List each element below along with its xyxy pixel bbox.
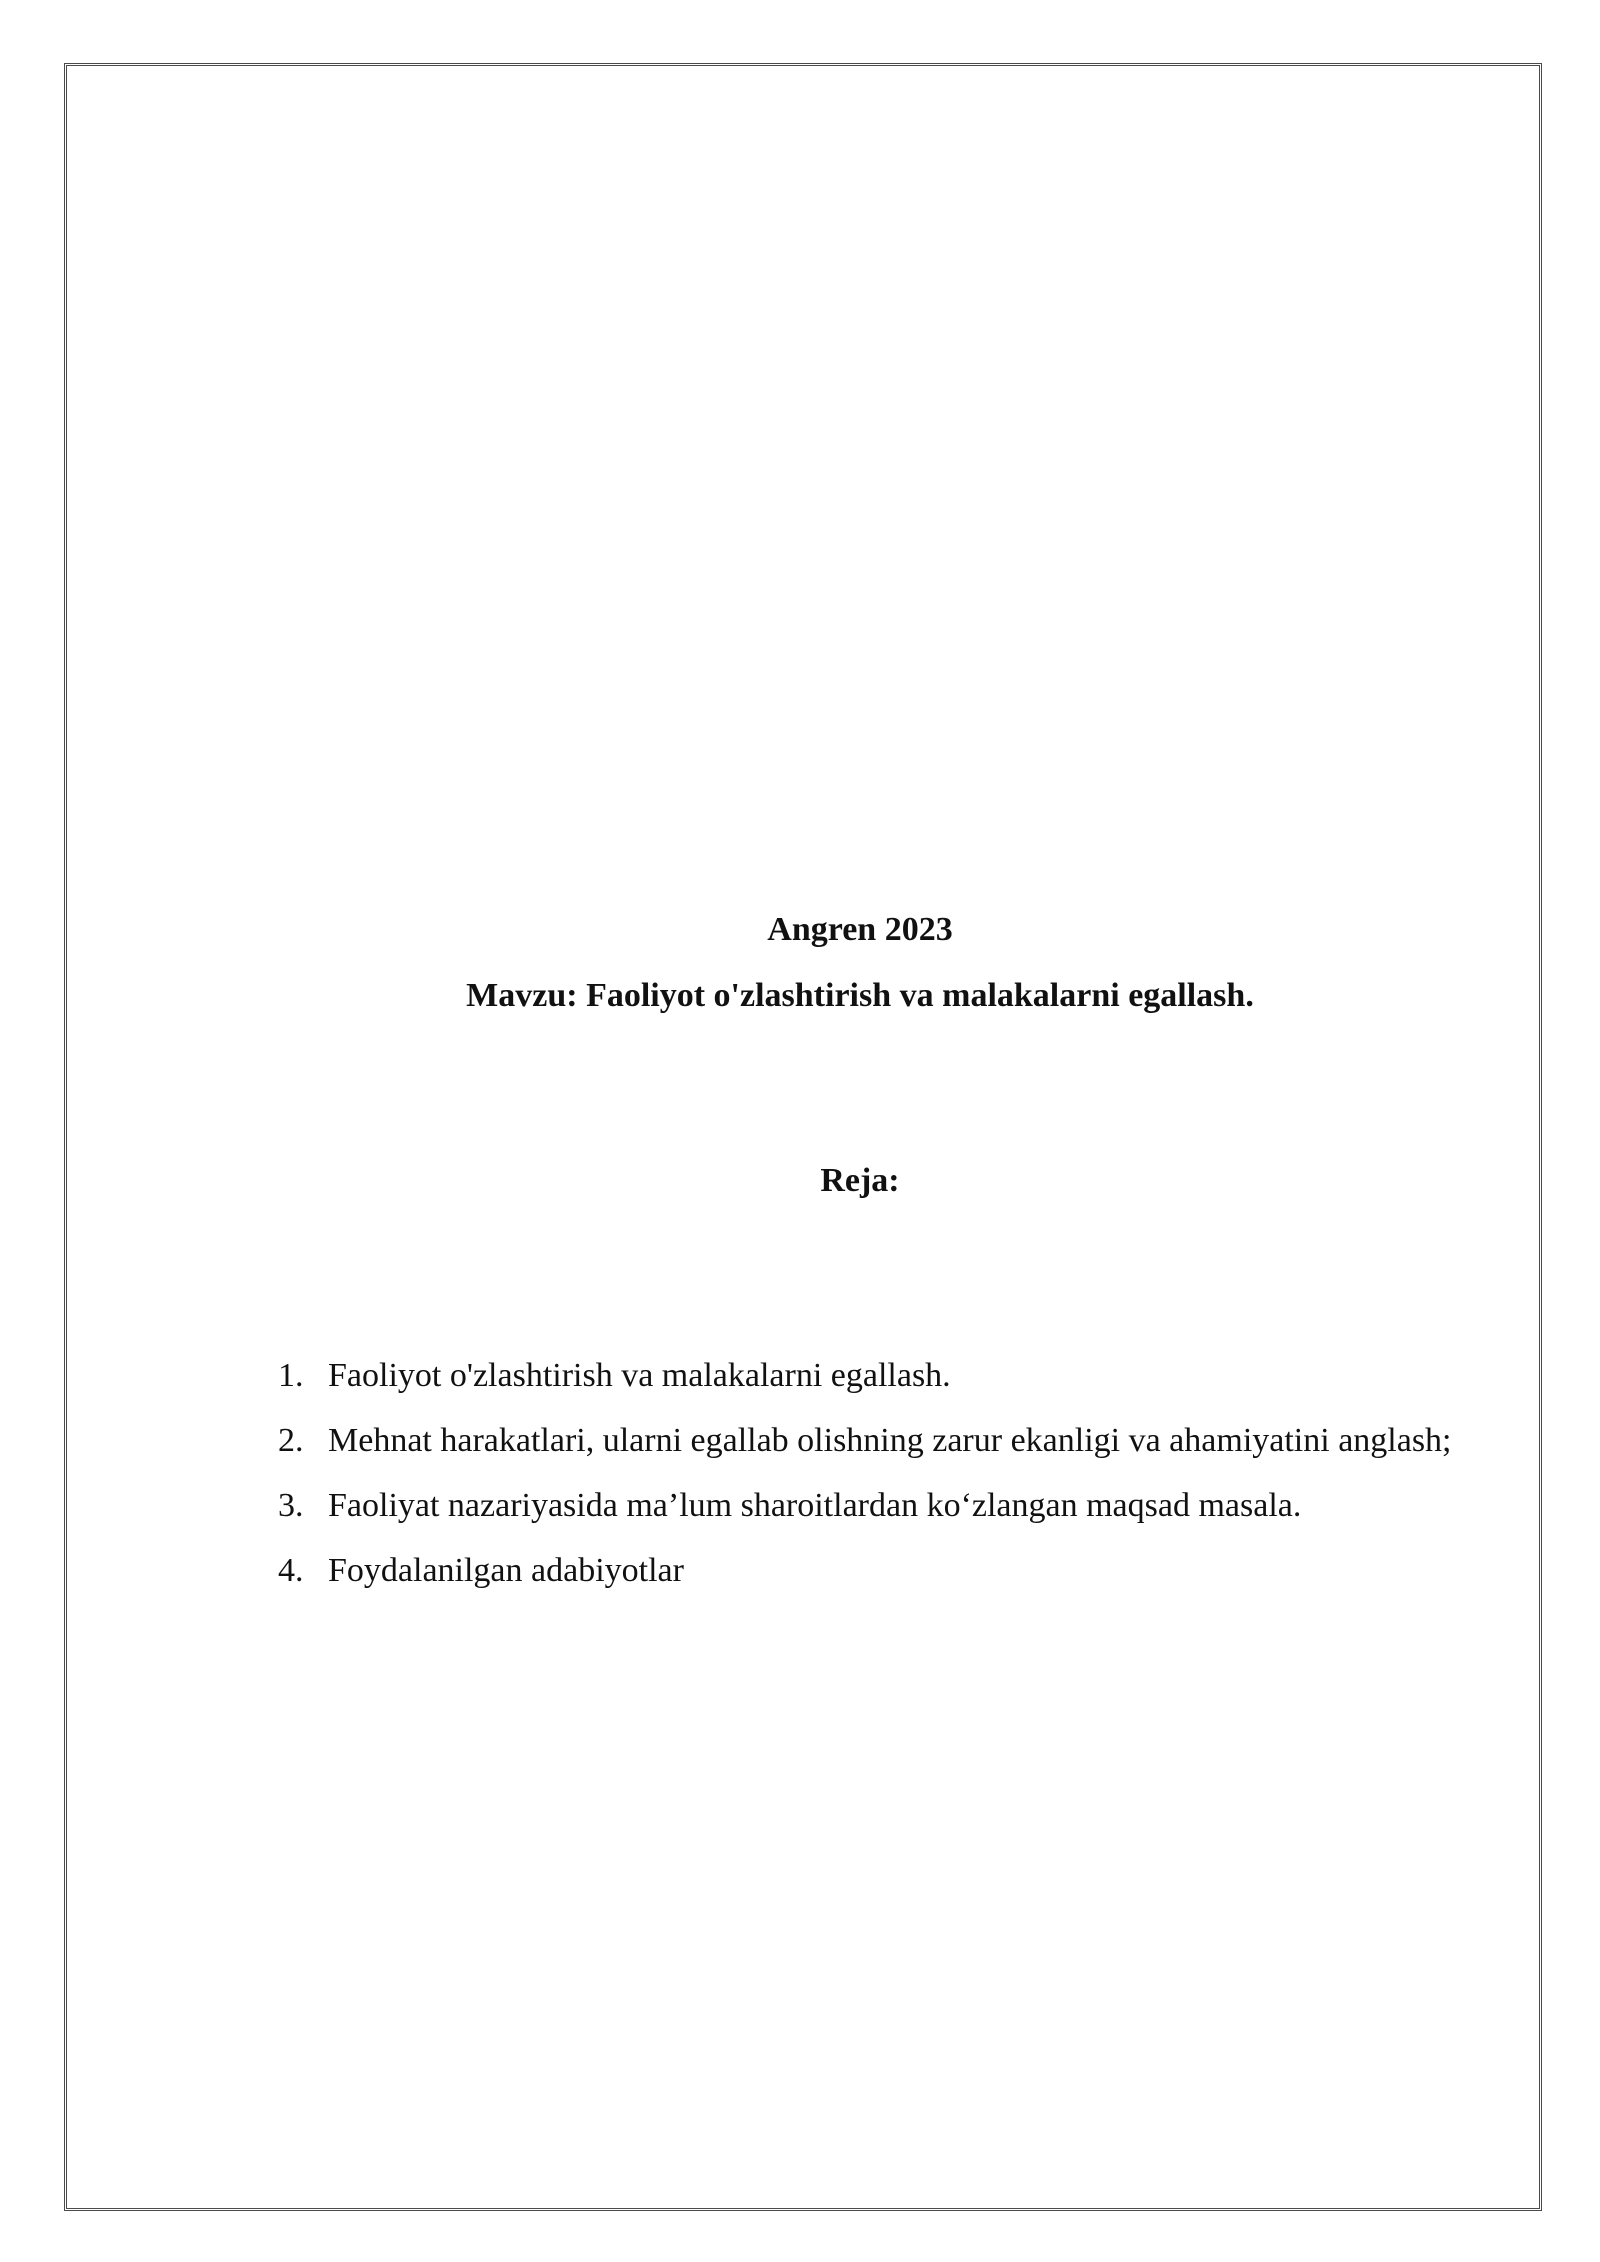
plan-item-text: Faoliyat nazariyasida ma’lum sharoitlardan ko‘zlangan maqsad masala. — [328, 1487, 1302, 1524]
plan-item-3 — [270, 1473, 1470, 1538]
plan-item-2 — [270, 1408, 1470, 1473]
plan-item-number: 1. — [278, 1357, 304, 1394]
plan-item-number: 3. — [278, 1487, 304, 1524]
plan-item-text: Foydalanilgan adabiyotlar — [328, 1552, 684, 1589]
plan-title: Reja: — [820, 1162, 900, 1199]
plan-item-number: 4. — [278, 1552, 304, 1589]
plan-item-1 — [270, 1343, 1470, 1408]
plan-list — [270, 1343, 1470, 1603]
plan-item-4 — [270, 1538, 1470, 1603]
plan-item-text: Faoliyot o'zlashtirish va malakalarni egallash. — [328, 1357, 951, 1394]
page-border — [64, 63, 1542, 2211]
plan-item-number: 2. — [278, 1422, 304, 1459]
city-year-heading: Angren 2023 — [767, 911, 953, 948]
topic-heading: Mavzu: Faoliyot o'zlashtirish va malakalarni egallash. — [466, 977, 1254, 1014]
plan-item-text: Mehnat harakatlari, ularni egallab olishning zarur ekanligi va ahamiyatini anglash; — [328, 1422, 1452, 1459]
